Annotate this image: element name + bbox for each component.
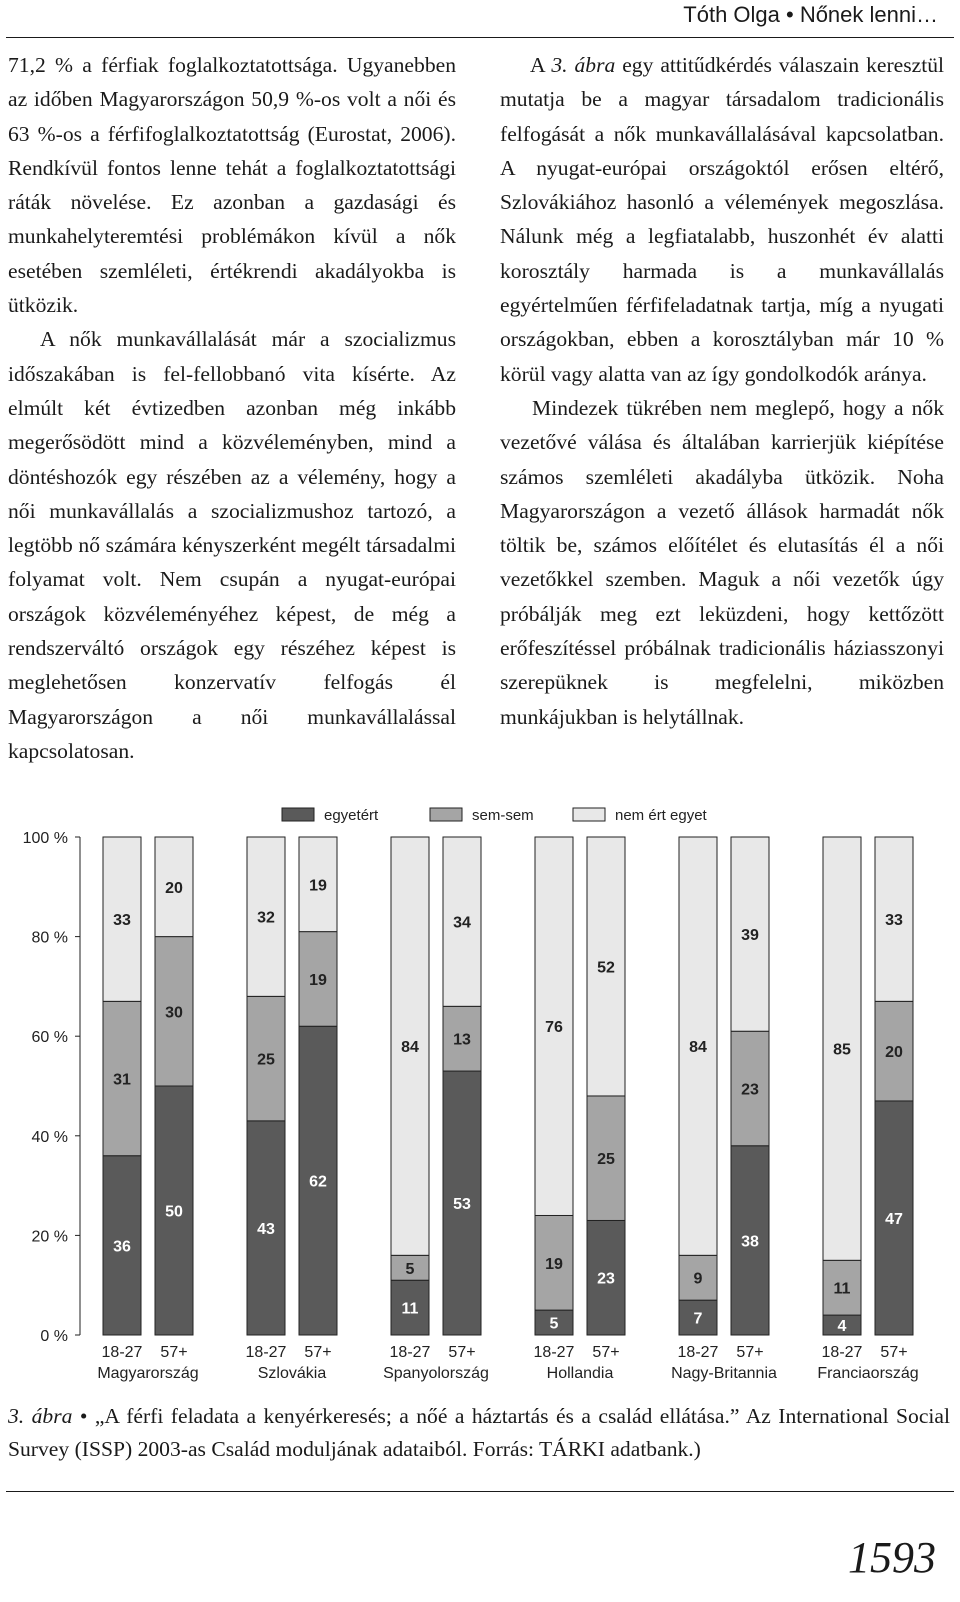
legend-swatch [430, 808, 462, 821]
x-country-label: Spanyolország [383, 1365, 489, 1382]
bar-value-label: 30 [165, 1004, 183, 1022]
bar-value-label: 38 [741, 1233, 759, 1251]
bar-value-label: 23 [597, 1270, 615, 1288]
bar-value-label: 20 [885, 1044, 903, 1062]
legend-label: sem-sem [472, 807, 534, 824]
x-country-label: Szlovákia [257, 1365, 327, 1382]
y-tick-label: 20 % [31, 1228, 68, 1246]
bar-value-label: 53 [453, 1196, 471, 1214]
bar-value-label: 33 [885, 912, 903, 930]
bar-value-label: 36 [113, 1238, 131, 1256]
figure-caption [8, 1400, 950, 1466]
x-age-label: 18-27 [101, 1344, 143, 1361]
page-number: 1593 [848, 1533, 936, 1582]
stacked-bar-chart [0, 800, 960, 1420]
left-paragraph-2: A nők munkavállalását már a szocializmus időszakában is fel-fellobbanó vita kísérte. Az elmúlt két évtizedben azonban még inkább megerősödött mind a közvéleményben, mind a döntéshozók egy részében az a vélemény, hogy a női munkavállalás a szocializmushoz tartozó, a legtöbb nő számára kényszerként megélt társadalmi folyamat volt. Nem csupán a nyugat-európai országok közvéleményéhez képest, de még a rendszerváltó országok egy részéhez képest is meglehetősen konzervatív felfogás él Magyarországon a női munkavállalással kapcsolatosan. [8, 327, 456, 763]
bar-value-label: 62 [309, 1173, 327, 1191]
bar-value-label: 47 [885, 1210, 903, 1228]
x-age-label: 57+ [304, 1344, 332, 1361]
right-paragraph-1-body: egy attitűdkérdés válaszain keresztül mutatja be a magyar társadalom tradicionális felfogását a nők munkavállalásával kapcsolatban. A nyugat-európai országoktól erősen eltérő, Szlovákiához hasonló a vélemények megoszlása. Nálunk még a legfiatalabb, huszonhét év alatti korosztály harmada is a munkavállalás egyértelműen férfifeladatnak tartja, míg a nyugati országokban, ebben a korosztályban már 10 % körül vagy alatta van az így gondolkodók aránya. [500, 53, 945, 386]
caption-bullet: • [72, 1404, 95, 1428]
x-age-label: 57+ [160, 1344, 188, 1361]
right-paragraph-2: Mindezek tükrében nem meglepő, hogy a nők vezetővé válása és általában karrierjük kiépítése számos szemléleti akadályba ütközik. Noha Magyarországon a vezető állások harmadát nők töltik be, számos előítélet és elutasítás él a női vezetőkkel szemben. Maguk a női vezetők úgy próbálják meg ezt leküzdeni, hogy kettőzött erőfeszítéssel próbálnak tradicionális háziasszonyi szerepüknek is megfelelni, miközben munkájukban is helytállnak. [500, 395, 944, 729]
x-age-label: 18-27 [389, 1344, 431, 1361]
bar-value-label: 84 [401, 1039, 419, 1057]
y-tick-label: 80 % [31, 929, 68, 947]
right-paragraph-1 [500, 48, 944, 391]
header-rule [6, 37, 954, 38]
x-age-label: 57+ [592, 1344, 620, 1361]
y-tick-label: 0 % [40, 1328, 68, 1345]
bar-value-label: 43 [257, 1220, 275, 1238]
x-country-label: Hollandia [546, 1365, 614, 1382]
x-country-label: Nagy-Britannia [671, 1365, 777, 1382]
bar-value-label: 34 [453, 914, 471, 932]
left-paragraph-1: 71,2 % a férfiak foglalkoztatottsága. Ugyanebben az időben Magyarországon 50,9 %-os volt a női és 63 %-os a férfifoglalkoztatottság (Eurostat, 2006). Rendkívül fontos lenne tehát a foglalkoztatottsági ráták növelése. Ez azonban a gazdasági és munkahelyteremtési problémákon kívül a nők esetében szemléleti, értékrendi akadályokba is ütközik. [8, 53, 456, 318]
x-age-label: 18-27 [677, 1344, 719, 1361]
bar-value-label: 25 [597, 1151, 615, 1169]
bar-value-label: 33 [113, 912, 131, 930]
bar-value-label: 25 [257, 1051, 275, 1069]
y-tick-label: 60 % [31, 1029, 68, 1047]
x-country-label: Magyarország [97, 1365, 199, 1382]
bar-value-label: 20 [165, 879, 183, 897]
bar-value-label: 5 [405, 1260, 415, 1278]
x-age-label: 57+ [880, 1344, 908, 1361]
footer-rule [6, 1491, 954, 1492]
caption-text: „A férfi feladata a kenyérkeresés; a nőé a háztartás és a család ellátása.” Az International Social Survey (ISSP) 2003-as Család moduljának adataiból. Forrás: TÁRKI adatbank.) [8, 1404, 950, 1461]
bar-value-label: 5 [549, 1315, 559, 1333]
x-age-label: 57+ [448, 1344, 476, 1361]
legend-swatch [573, 808, 605, 821]
bar-value-label: 19 [545, 1255, 563, 1273]
x-age-label: 18-27 [533, 1344, 575, 1361]
x-country-label: Franciaország [817, 1365, 919, 1382]
bar-value-label: 9 [693, 1270, 703, 1288]
bar-value-label: 19 [309, 971, 327, 989]
bar-value-label: 76 [545, 1019, 563, 1037]
bar-value-label: 84 [689, 1039, 707, 1057]
legend-label: egyetért [324, 807, 379, 824]
bar-value-label: 13 [453, 1031, 471, 1049]
bar-value-label: 32 [257, 909, 275, 927]
y-tick-label: 100 % [22, 830, 68, 847]
figure-reference: 3. ábra [551, 53, 616, 77]
bar-value-label: 11 [401, 1300, 419, 1318]
bar-value-label: 52 [597, 959, 615, 977]
legend-label: nem ért egyet [615, 807, 707, 824]
y-tick-label: 40 % [31, 1128, 68, 1146]
left-column [8, 48, 456, 768]
x-age-label: 18-27 [245, 1344, 287, 1361]
bar-value-label: 7 [693, 1310, 703, 1328]
caption-label: 3. ábra [8, 1404, 73, 1428]
bar-value-label: 39 [741, 927, 759, 945]
bar-value-label: 50 [165, 1203, 183, 1221]
right-column [500, 48, 944, 734]
bar-value-label: 85 [833, 1041, 851, 1059]
bar-value-label: 11 [833, 1280, 851, 1298]
bar-value-label: 19 [309, 877, 327, 895]
legend-swatch [282, 808, 314, 821]
running-header: Tóth Olga • Nőnek lenni… [683, 2, 938, 27]
bar-value-label: 23 [741, 1081, 759, 1099]
right-paragraph-1-lead: A [530, 53, 552, 77]
x-age-label: 18-27 [821, 1344, 863, 1361]
bar-value-label: 31 [113, 1071, 131, 1089]
x-age-label: 57+ [736, 1344, 764, 1361]
bar-value-label: 4 [837, 1318, 847, 1336]
